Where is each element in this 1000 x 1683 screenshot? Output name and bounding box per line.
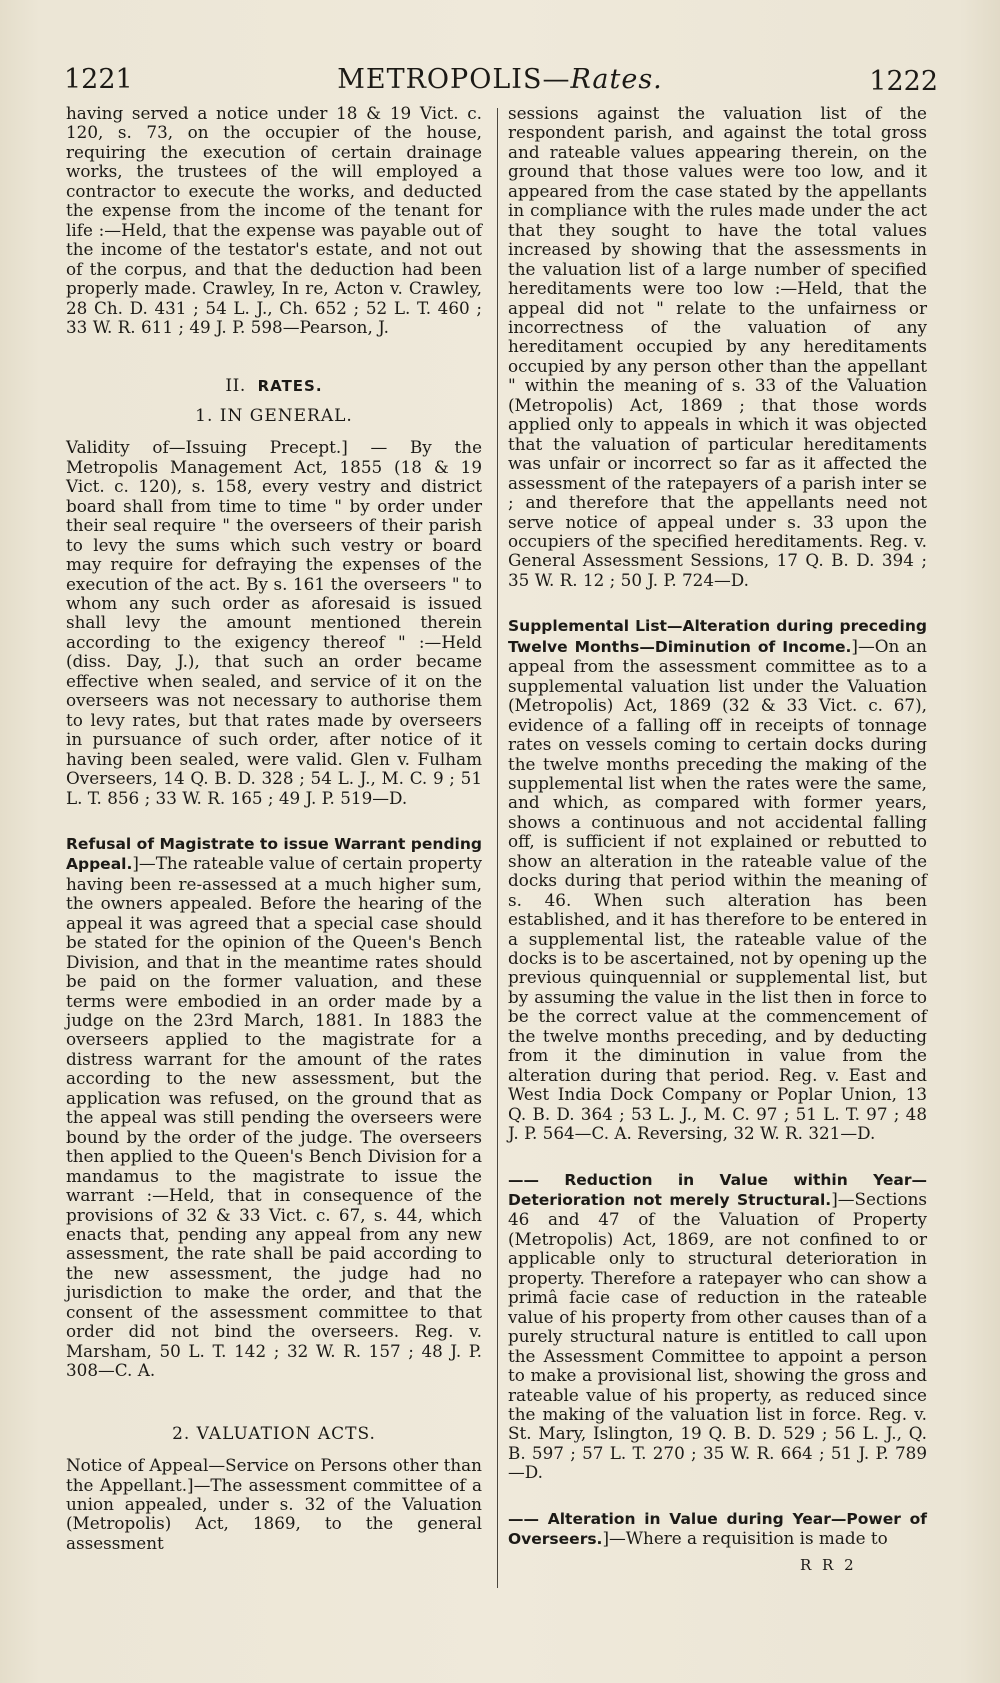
case-heading: —— Reduction in Value within Year—Deterioration not merely Structural.	[508, 1170, 927, 1210]
case-body: ]—The assessment committee of a union appealed, under s. 32 of the Valuation (Metropolis) Act, 1869, to the general assessment	[66, 1474, 482, 1553]
subsection-heading: 2. VALUATION ACTS.	[172, 1423, 376, 1444]
running-title	[0, 64, 1000, 95]
subsection-heading: 1. IN GENERAL.	[195, 405, 353, 426]
case-entry	[508, 1509, 927, 1550]
case-entry	[66, 834, 482, 1381]
left-column	[66, 104, 482, 1553]
case-entry	[66, 1456, 482, 1553]
right-column	[508, 104, 927, 1550]
case-body: ]—Where a requisition is made to	[602, 1528, 888, 1549]
section-title: RATES.	[257, 377, 323, 396]
title-main: METROPOLIS—	[337, 64, 571, 95]
case-entry	[508, 616, 927, 1143]
column-divider	[497, 108, 498, 1588]
case-entry	[508, 1170, 927, 1483]
case-body: ] — By the Metropolis Management Act, 1855 (18 & 19 Vict. c. 120), s. 158, every vestry and district board shall from time to time " by order under their seal require " the overseers of their parish to levy the sums which such vestry or board may require for defraying the expenses of the execution of the act. By s. 161 the overseers " to whom any such order as aforesaid is issued shall levy the amount mentioned therein according to the exigency thereof " :—Held (diss. Day, J.), that such an order became effective when sealed, and service of it on the overseers was not necessary to authorise them to levy rates, but that rates made by overseers in pursuance of such order, after notice of it having been sealed, were valid. Glen v. Fulham Overseers, 14 Q. B. D. 328 ; 54 L. J., M. C. 9 ; 51 L. T. 856 ; 33 W. R. 165 ; 49 J. P. 519—D.	[66, 437, 482, 808]
case-heading: Supplemental List—Alteration during preceding Twelve Months—Diminution of Income.	[508, 617, 927, 656]
page-number-left: 1221	[64, 64, 133, 95]
section-heading	[66, 377, 482, 396]
running-header	[0, 64, 1000, 104]
case-heading: Refusal of Magistrate to issue Warrant pending Appeal.	[66, 834, 482, 874]
page-number-right: 1222	[869, 66, 938, 97]
case-body: ]—On an appeal from the assessment committee as to a supplemental valuation list under the Valuation (Metropolis) Act, 1869 (32 & 33 Vict. c. 67), evidence of a falling off in receipts of tonnage rates on vessels coming to certain docks during the twelve months preceding the making of the supplemental list when the rates were the same, and which, as compared with former years, shows a continuous and not accidental falling off, is sufficient if not explained or rebutted to show an alteration in the rateable value of the docks during that period within the meaning of s. 46. When such alteration has been established, and it has therefore to be entered in a supplemental list, the rateable value of the docks is to be ascertained, not by opening up the previous quinquennial or supplemental list, but by assuming the value in the list then in force to be the correct value at the commencement of the twelve months preceding, and by deducting from it the diminution in value from the alteration during that period. Reg. v. East and West India Dock Company or Poplar Union, 13 Q. B. D. 364 ; 53 L. J., M. C. 97 ; 51 L. T. 97 ; 48 J. P. 564—C. A. Reversing, 32 W. R. 321—D.	[508, 635, 927, 1144]
case-body: ]—Sections 46 and 47 of the Valuation of Property (Metropolis) Act, 1869, are not confined to or applicable only to structural deterioration in property. Therefore a ratepayer who can show a primâ facie case of reduction in the rateable value of his property from other causes than of a purely structural nature is entitled to call upon the Assessment Committee to appoint a person to make a provisional list, showing the gross and rateable value of his property, as reduced since the making of the valuation list in force. Reg. v. St. Mary, Islington, 19 Q. B. D. 529 ; 56 L. J., Q. B. 597 ; 57 L. T. 270 ; 35 W. R. 664 ; 51 J. P. 789—D.	[508, 1189, 927, 1483]
case-entry	[66, 438, 482, 808]
paragraph-continuation: having served a notice under 18 & 19 Vict. c. 120, s. 73, on the occupier of the house, requiring the execution of certain drainage works, the trustees of the will employed a contractor to execute the works, and deducted the expense from the income of the tenant for life :—Held, that the expense was payable out of the income of the testator's estate, and not out of the corpus, and that the deduction had been properly made. Crawley, In re, Acton v. Crawley, 28 Ch. D. 431 ; 54 L. J., Ch. 652 ; 52 L. T. 460 ; 33 W. R. 611 ; 49 J. P. 598—Pearson, J.	[66, 103, 482, 337]
case-heading: Notice of Appeal—Service on Persons other than the Appellant.	[66, 1455, 482, 1495]
section-number: II.	[225, 376, 246, 397]
paragraph-continuation: sessions against the valuation list of the respondent parish, and against the total gross and rateable values appearing therein, on the ground that those values were too low, and it appeared from the case stated by the appellants in compliance with the rules made under the act that they sought to have the total values increased by showing that the assessments in the valuation list of a large number of specified hereditaments were too low :—Held, that the appeal did not " relate to the unfairness or incorrectness of the valuation of any hereditament occupied by any hereditaments occupied by any person other than the appellant " within the meaning of s. 33 of the Valuation (Metropolis) Act, 1869 ; that those words applied only to appeals in which it was objected that the valuation of particular hereditaments was unfair or incorrect so far as it affected the assessment of the ratepayers of a parish inter se ; and therefore that the appellants need not serve notice of appeal under s. 33 upon the occupiers of the specified hereditaments. Reg. v. General Assessment Sessions, 17 Q. B. D. 394 ; 35 W. R. 12 ; 50 J. P. 724—D.	[508, 103, 927, 590]
title-italic: Rates.	[570, 64, 663, 95]
signature-mark: R R 2	[800, 1556, 857, 1574]
case-body: ]—The rateable value of certain property having been re-assessed at a much higher sum, the owners appealed. Before the hearing of the appeal it was agreed that a special case should be stated for the opinion of the Queen's Bench Division, and that in the meantime rates should be paid on the former valuation, and these terms were embodied in an order made by a judge on the 23rd March, 1881. In 1883 the overseers applied to the magistrate for a distress warrant for the amount of the rates according to the new assessment, but the application was refused, on the ground that as the appeal was still pending the overseers were bound by the order of the judge. The overseers then applied to the Queen's Bench Division for a mandamus to the magistrate to issue the warrant :—Held, that in consequence of the provisions of 32 & 33 Vict. c. 67, s. 44, which enacts that, pending any appeal from any new assessment, the rate shall be paid according to the new assessment, the judge had no jurisdiction to make the order, and that the consent of the assessment committee to that order did not bind the overseers. Reg. v. Marsham, 50 L. T. 142 ; 32 W. R. 157 ; 48 J. P. 308—C. A.	[66, 853, 482, 1381]
case-heading: Validity of—Issuing Precept.	[66, 437, 342, 458]
case-heading: —— Alteration in Value during Year—Power of Overseers.	[508, 1509, 927, 1549]
